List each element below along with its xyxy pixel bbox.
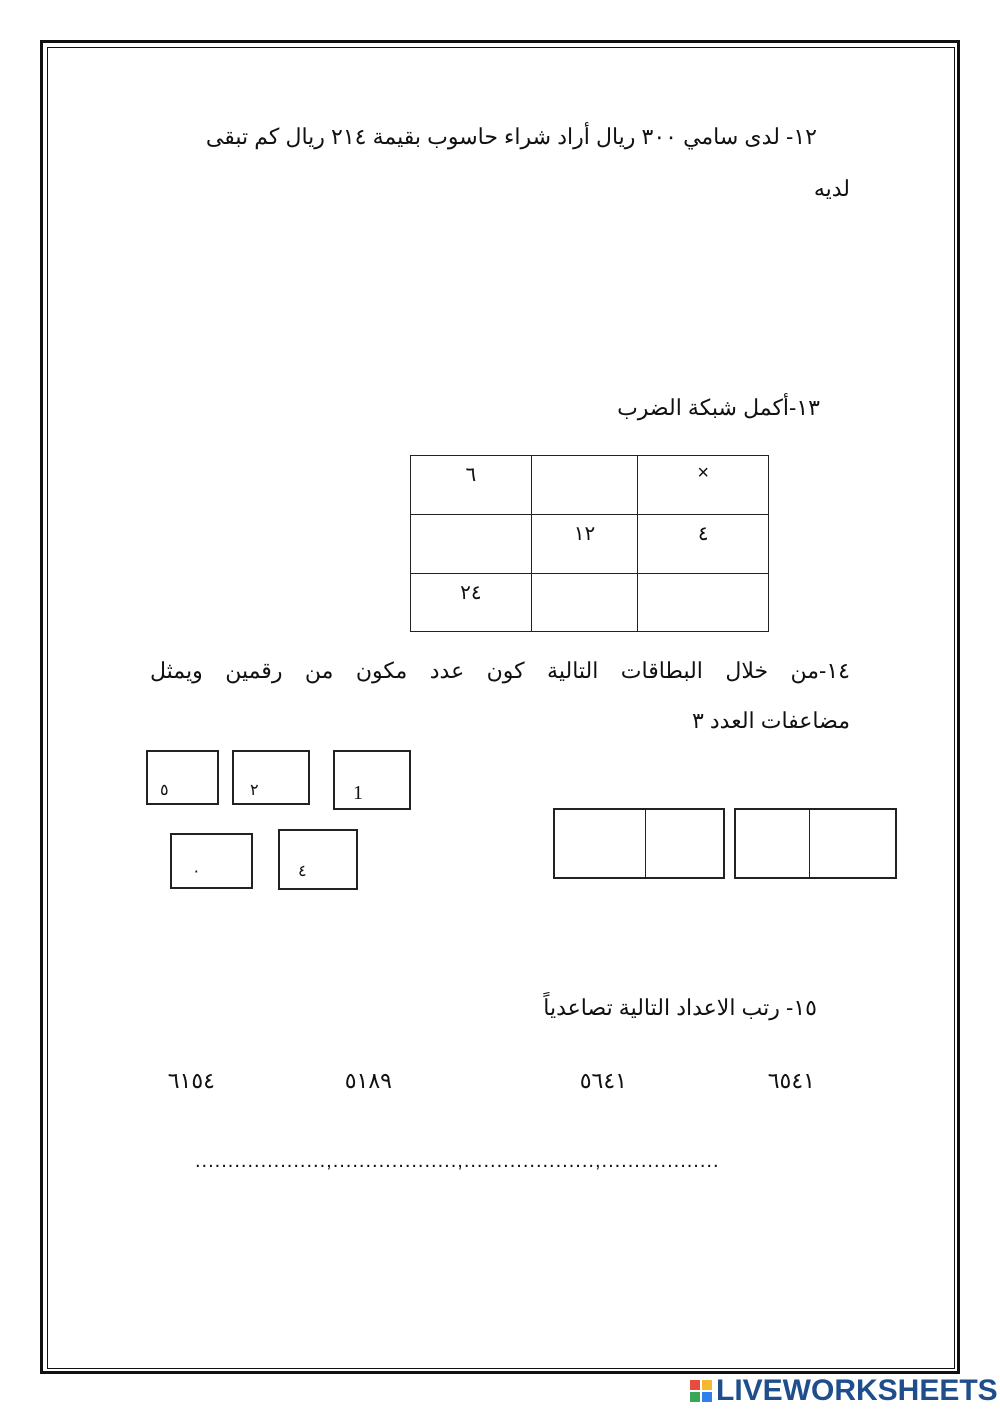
grid-cell: × <box>638 456 769 515</box>
grid-cell: ٦ <box>411 456 532 515</box>
digit-card[interactable] <box>170 833 253 889</box>
digit-card-value: ٤ <box>298 863 307 880</box>
number-to-order: ٦٥٤١ <box>767 1068 815 1093</box>
digit-card-value: ٠ <box>192 863 201 880</box>
grid-cell-input[interactable] <box>531 456 638 515</box>
answer-line-input[interactable]: ....................,...................,....................,.................. <box>195 1150 720 1172</box>
grid-cell: ١٢ <box>531 515 638 574</box>
multiplication-grid <box>410 455 769 632</box>
brand-name: LIVEWORKSHEETS <box>716 1374 998 1407</box>
digit-card-value: ٥ <box>160 782 169 799</box>
digit-card[interactable] <box>146 750 219 805</box>
question-12-text: ١٢- لدى سامي ٣٠٠ ريال أراد شراء حاسوب بقيمة ٢١٤ ريال كم تبقى <box>205 124 817 149</box>
digit-card-value: 1 <box>353 782 363 804</box>
answer-box-number-2[interactable] <box>734 808 897 879</box>
question-13-title: ١٣-أكمل شبكة الضرب <box>617 395 820 420</box>
digit-card[interactable] <box>278 829 358 890</box>
grid-cell-input[interactable] <box>638 574 769 632</box>
grid-cell-input[interactable] <box>411 515 532 574</box>
question-14-text: ١٤-من خلال البطاقات التالية كون عدد مكون من رقمين ويمثل <box>150 658 850 683</box>
number-to-order: ٥٦٤١ <box>579 1068 627 1093</box>
digit-card-value: ٢ <box>250 782 259 799</box>
question-15-title: ١٥- رتب الاعداد التالية تصاعدياً <box>543 995 817 1020</box>
answer-box-divider <box>645 810 646 877</box>
grid-cell: ٤ <box>638 515 769 574</box>
answer-box-divider <box>809 810 810 877</box>
question-12-text-continued: لديه <box>813 176 850 201</box>
digit-card[interactable] <box>232 750 310 805</box>
answer-box-number-1[interactable] <box>553 808 725 879</box>
number-to-order: ٦١٥٤ <box>167 1068 215 1093</box>
liveworksheets-logo <box>690 1373 998 1409</box>
question-14-text-continued: مضاعفات العدد ٣ <box>691 708 850 733</box>
grid-cell-input[interactable] <box>531 574 638 632</box>
digit-card[interactable] <box>333 750 411 810</box>
logo-icon <box>690 1380 712 1402</box>
grid-cell: ٢٤ <box>411 574 532 632</box>
number-to-order: ٥١٨٩ <box>344 1068 392 1093</box>
